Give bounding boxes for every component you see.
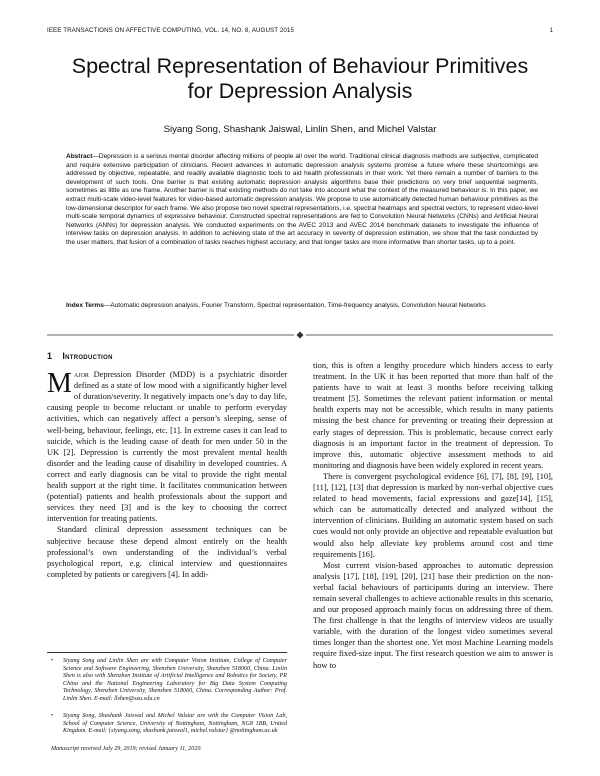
paragraph: tion, this is often a lengthy procedure which hinders access to early treatment. In the UK it has been reported that more than half of the patients have to wait at least 3 months before receiving talking treatment [5]. Sometimes the relevant patient information or mental health experts may not be accessible, which results in many patients missing the best chance for preventing or treating their depression at early stages of depression. This is problematic, because correct early diagnosis is an important factor in the treatment of depression. To improve this, automatic objective assessment methods to aid monitoring and diagnosis have been widely explored in recent years. <box>313 361 553 470</box>
index-terms-text: —Automatic depression analysis, Fourier Transform, Spectral representation, Time-frequency analysis, Convolution Neural Networks <box>103 302 486 309</box>
paper-title <box>40 54 560 104</box>
paragraph <box>47 369 287 524</box>
title-line-1: Spectral Representation of Behaviour Primitives <box>71 54 529 78</box>
manuscript-dates: Manuscript received July 29, 2019; revised January 11, 2020. <box>51 746 202 752</box>
right-column <box>313 360 553 671</box>
abstract-label: Abstract <box>66 153 93 160</box>
abstract-text: —Depression is a serious mental disorder affecting millions of people all over the world. Traditional clinical diagnosis methods are subjective, complicated and require extensive participation of clinicians. Recent advances in automatic depression analysis systems promise a future where these shortcomings are addressed by objective, repeatable, and readily available diagnostic tools to aid health professionals in their work. Yet there remain a number of barriers to the development of such tools. One barrier is that existing automatic depression analysis algorithms base their predictions on very brief sequential segments, sometimes as little as one frame. Another barrier is that existing methods do not take into account what the context of the measured behaviour is. In this paper, we extract multi-scale video-level features for video-based automatic depression analysis. We propose to use automatically detected human behaviour primitives as the low-dimensional descriptor for each frame. We also propose two novel spectral representations, i.e. spectral heatmaps and spectral vectors, to represent video-level multi-scale temporal dynamics of expressive behaviour. Constructed spectral representations are fed to Convolution Neural Networks (CNNs) and Artificial Neural Networks (ANNs) for depression analysis. We conducted experiments on the AVEC 2013 and AVEC 2014 benchmark datasets to investigate the influence of interview tasks on depression analysis. In addition to achieving state of the art accuracy in severity of depression estimation, we show that the task conducted by the user matters, that fusion of a combination of tasks reaches highest accuracy, and that longer tasks are more informative than shorter tasks, up to a point. <box>66 153 538 246</box>
section-number: 1 <box>47 351 53 361</box>
index-terms-label: Index Terms <box>66 302 104 309</box>
footnote-text: Siyang Song, Shashank Jaiswal and Michel Valstar are with the Computer Vision Lab, School of Computer Science, University of Nottingham, Nottingham, NG8 1BB, United Kingdom. E-mail: {siyang.song, shashank.jaiswal1, michel.valstar} @nottingham.ac.uk <box>63 713 287 735</box>
running-header <box>47 27 553 34</box>
abstract <box>66 153 538 248</box>
section-separator <box>47 331 553 339</box>
footnote-affiliation-2 <box>47 713 287 736</box>
paragraph: Standard clinical depression assessment techniques can be subjective because these depend almost entirely on the health professional’s own understanding of the individual’s verbal psychological report, e.g. clinical interview and questionnaires completed by patients or caregivers [4]. In addi- <box>47 525 287 579</box>
drop-cap: M <box>47 368 72 400</box>
paragraph: There is convergent psychological evidence [6], [7], [8], [9], [10], [11], [12], [13] that depression is marked by non-verbal objective cues related to head movements, facial expressions and gaze[14], [15], which can be automatically detected and analyzed without the intervention of clinicians. Building an automatic system based on such cues would not only provide an objective and repeatable evaluation but would also help alleviate key problems around cost and time requirements [16]. <box>313 471 553 559</box>
drop-cap-rest: ajor <box>73 370 89 380</box>
page-number: 1 <box>549 27 553 34</box>
footnote-rule <box>47 652 287 653</box>
section-heading <box>47 351 287 362</box>
title-line-2: for Depression Analysis <box>187 79 413 103</box>
bullet: • <box>51 658 54 664</box>
journal-header: IEEE TRANSACTIONS ON AFFECTIVE COMPUTING, VOL. 14, NO. 8, AUGUST 2015 <box>47 27 295 34</box>
author-list: Siyang Song, Shashank Jaiswal, Linlin Shen, and Michel Valstar <box>163 124 437 135</box>
footnote-text: Siyang Song and Linlin Shen are with Computer Vision Institute, College of Computer Science and Software Engineering, Shenzhen University, Shenzhen 518060, China. Linlin Shen is also with Shenzhen Institute of Artificial Intelligence and Robotics for Society, PR China and the National Engineering Laboratory for Big Data System Computing Technology, Shenzhen University, Shenzhen 518060, China. Corresponding Author: Prof. Linlin Shen. E-mail: llshen@szu.edu.cn <box>63 658 287 702</box>
paragraph-text: Depression Disorder (MDD) is a psychiatric disorder defined as a state of low mood with a significantly higher level of duration/severity. It negatively impacts one’s day to day life, causing people to become reluctant or unable to perform everyday activities, which can negatively affect a person’s sleeping, sense of well-being, behaviour, feelings, etc. [1]. In extreme cases it can lead to suicide, which is the leading cause of death for men under 50 in the UK [2]. Depression is currently the most prevalent mental health disorder and the leading cause of disability in developed countries. A correct and early diagnosis can be vital to provide the right mental health support at the right time. It facilitates communication between (potential) patients and health professionals about the support and services they need [3] and is the key to choosing the correct intervention for treating patients. <box>47 370 287 524</box>
left-column <box>47 351 287 580</box>
paragraph: Most current vision-based approaches to automatic depression analysis [17], [18], [19], [20], [21] base their prediction on the non-verbal facial behaviours of participants during an interview. There remain several challenges to achieve actionable results in this scenario, and our proposed approach mainly focus on addressing three of them. The first challenge is that the lengths of interview videos are usually variable, with the duration of the longest video sometimes several times longer than the shortest one. Yet most Machine Learning models require fixed-size input. The first research question we aim to answer is how to <box>313 560 553 670</box>
bullet: • <box>51 713 54 719</box>
section-title: Introduction <box>62 351 113 361</box>
footnote-affiliation-1 <box>47 658 287 704</box>
index-terms <box>66 302 538 311</box>
